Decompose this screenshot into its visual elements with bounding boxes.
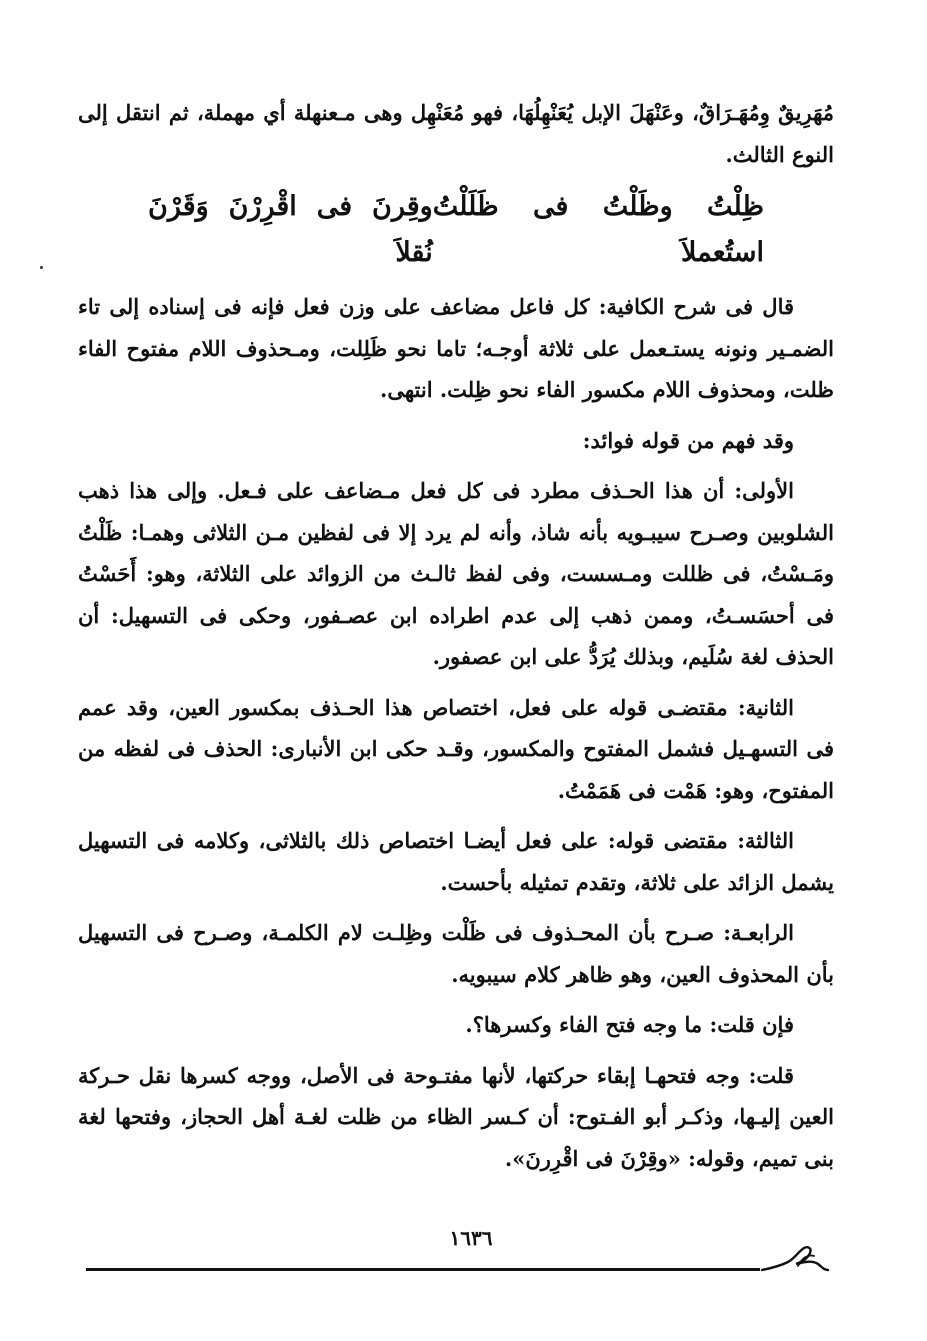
paragraph-6: الثالثة: مقتضى قوله: على فعل أيضـا اختصاص ذلك بالثلاثى، وكلامه فى التسهيل يشمل الزائد على ثلاثة، وتقدم تمثيله بأحست. (78, 828, 834, 895)
paragraph-7: الرابعـة: صـرح بأن المحـذوف فى ظَلْت وظِلـت لام الكلمـة، وصـرح فى التسهيل بأن المحذوف العين، وهو ظاهر كلام سيبويه. (78, 920, 834, 987)
scan-speck (40, 266, 43, 269)
body-text (78, 92, 834, 1188)
paragraph-4: الأولى: أن هذا الحـذف مطرد فى كل فعل مـضاعف على فـعل. وإلى هذا ذهب الشلوبين وصـرح سيبـويه بأنه شاذ، وأنه لم يرد إلا فى لفظين مـن الثلاثى وهمـا: ظَلْتُ ومَـسْتُ، فى ظللت ومـسست، وفى لفظ ثالـث من الزوائد على الثلاثة، وهو: أَحَسْتُ فى أحسَسـتُ، وممن ذهب إلى عدم اطراده ابن عصـفور، وحكى فى التسهيل: أن الحذف لغة سُلَيم، وبذلك يُرَدُّ على ابن عصفور. (78, 478, 834, 669)
verse-hemistich-left: وقِرنَ فى اقْرِرْنَ وَقَرْنَ نُقلاَ (148, 191, 433, 268)
verse-line (148, 184, 764, 276)
page-number: ١٦٣٦ (449, 1226, 493, 1250)
paragraph-5: الثانية: مقتضـى قوله على فعل، اختصاص هذا الحـذف بمكسور العين، وقد عمم فى التسهـيل فشمل المفتوح والمكسور، وقـد حكى ابن الأنبارى: الحذف فى لفظه من المفتوح، وهو: هَمْت فى هَمَمْتُ. (78, 694, 834, 803)
paragraph-1: مُهَرِيقٌ وِمُهَـرَاقٌ، وعَنْهَلَ الإبل يُعَنْهِلُهَا، فهو مُعَنْهِل وهى مـعنهلة أي مهملة، ثم انتقل إلى النوع الثالث. (78, 100, 834, 167)
signature-flourish-icon (758, 1240, 830, 1276)
footer-rule (86, 1268, 760, 1271)
page-footer (86, 1224, 830, 1264)
paragraph-3: وقد فهم من قوله فوائد: (582, 427, 794, 453)
paragraph-8: فإن قلت: ما وجه فتح الفاء وكسرها؟. (465, 1012, 794, 1037)
paragraph-2: قال فى شرح الكافية: كل فاعل مضاعف على وزن فعل فإنه فى إسناده إلى تاء الضمـير ونونه يستـعمل على ثلاثة أوجـه؛ تاما نحو ظَلِلت، ومـحذوف اللام مفتوح الفاء ظلت، ومحذوف اللام مكسور الفاء نحو ظِلت. انتهى. (78, 294, 834, 402)
paragraph-9: قلت: وجه فتحهـا إبقاء حركتها، لأنها مفتـوحة فى الأصل، ووجه كسرها نقل حـركة العين إليـها، وذكـر أبو الفـتوح: أن كـسر الظاء من ظلت لغـة أهل الحجاز، وفتحها لغة بنى تميم، وقوله: «وقِرْنَ فى اقْرِرنَ». (78, 1062, 834, 1171)
verse-hemistich-right: ظِلْتُ وظَلْتُ فى ظَلَلْتُ استُعملاَ (432, 191, 764, 268)
